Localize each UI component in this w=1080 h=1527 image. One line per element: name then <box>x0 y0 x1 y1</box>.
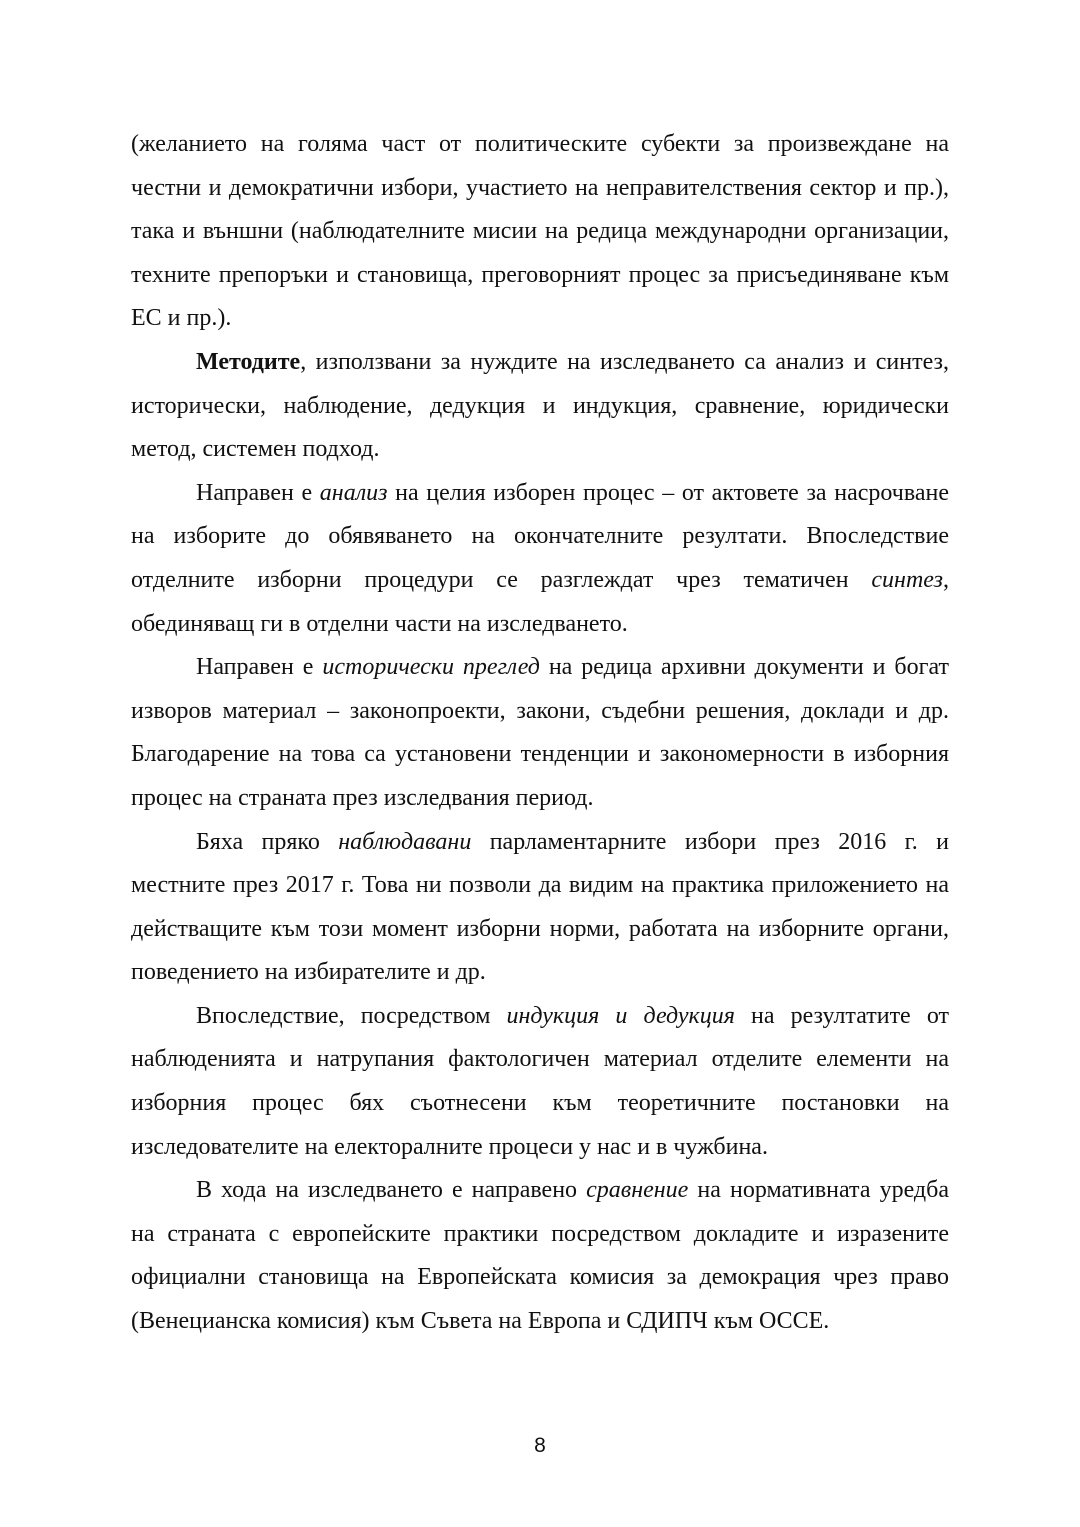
text-run: Бяха пряко <box>196 828 339 855</box>
page-number: 8 <box>534 1434 546 1457</box>
text-run: парламентарните избори през 2016 г. и местните през 2017 г. Това ни позволи да видим на практика приложението на действащите към този момент изборни норми, работата на изборните органи, поведението на избирателите и др. <box>131 828 949 986</box>
paragraph <box>131 646 949 820</box>
bold-text: Методите <box>196 348 301 375</box>
italic-text: наблюдавани <box>338 828 472 855</box>
text-run: (желанието на голяма част от политическите субекти за произвеждане на честни и демократични избори, участието на неправителствения сектор и пр.), така и външни (наблюдателните мисии на редица международни организации, техните препоръки и становища, преговорният процес за присъединяване към ЕС и пр.). <box>131 131 949 332</box>
italic-text: сравнение <box>586 1177 689 1204</box>
text-run: на целия изборен процес – от актовете за насрочване на изборите до обявяването на окончателните резултати. Впоследствие отделните изборни процедури се разглеждат чрез тематичен <box>131 479 949 593</box>
paragraph <box>131 341 949 472</box>
paragraph <box>131 472 949 646</box>
paragraph <box>131 123 949 341</box>
paragraph <box>131 995 949 1169</box>
italic-text: исторически преглед <box>322 654 540 681</box>
italic-text: индукция и дедукция <box>506 1002 735 1029</box>
document-body <box>131 123 949 1344</box>
text-run: на нормативната уредба на страната с европейските практики посредством докладите и изразените официални становища на Европейската комисия за демокрация чрез право (Венецианска комисия) към Съвета на Европа и СДИПЧ към ОССЕ. <box>131 1177 949 1335</box>
paragraph <box>131 821 949 995</box>
paragraph <box>131 1169 949 1343</box>
italic-text: синтез <box>871 566 943 593</box>
text-run: , използвани за нуждите на изследването са анализ и синтез, исторически, наблюдение, дедукция и индукция, сравнение, юридически метод, системен подход. <box>131 348 949 463</box>
text-run: Направен е <box>196 654 323 681</box>
text-run: Впоследствие, посредством <box>196 1002 507 1029</box>
text-run: , обединяващ ги в отделни части на изследването. <box>131 566 949 637</box>
text-run: на редица архивни документи и богат изворов материал – законопроекти, закони, съдебни решения, доклади и др. Благодарение на това са установени тенденции и закономерности в изборния процес на страната през изследвания период. <box>131 654 949 811</box>
italic-text: анализ <box>319 479 388 506</box>
text-run: В хода на изследването е направено <box>196 1177 587 1204</box>
text-run: Направен е <box>196 479 320 506</box>
text-run: на резултатите от наблюденията и натрупания фактологичен материал отделите елементи на изборния процес бях съотнесени към теоретичните постановки на изследователите на електоралните процеси у нас и в чужбина. <box>131 1002 949 1160</box>
